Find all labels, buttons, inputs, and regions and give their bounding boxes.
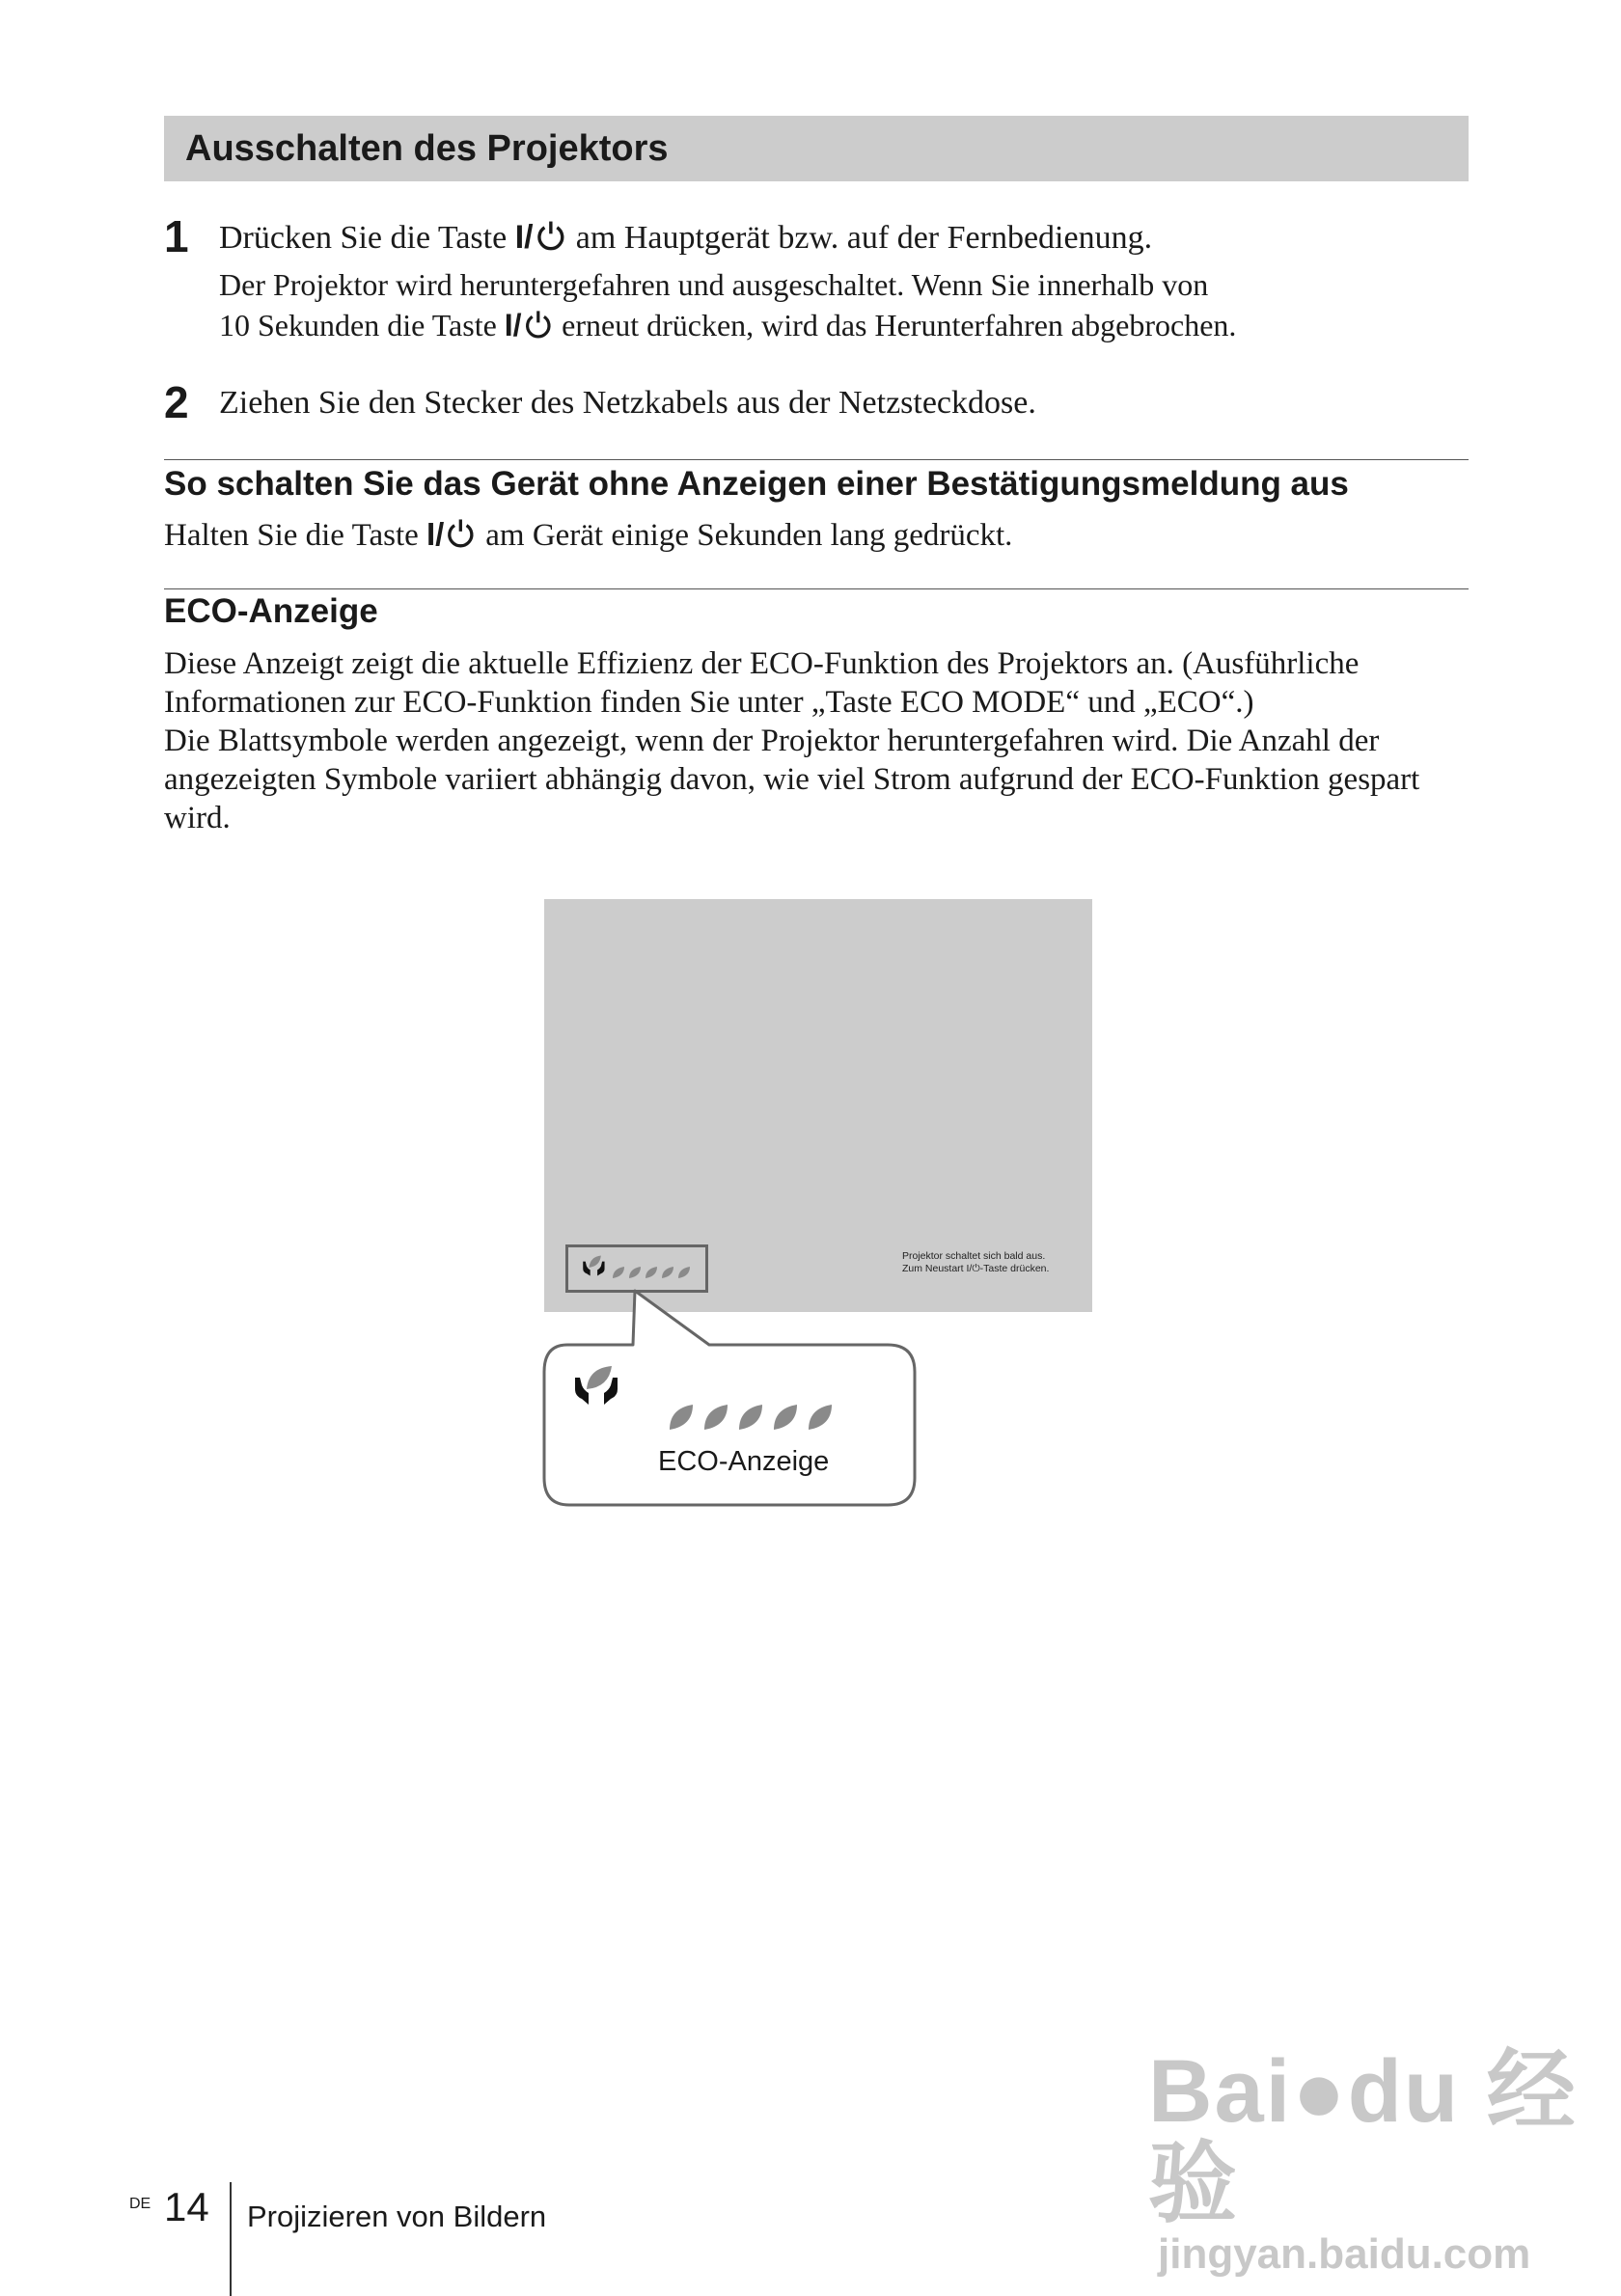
subsection-text: Halten Sie die Taste I/ am Gerät einige Sekunden lang gedrückt. [164, 516, 1013, 553]
leaf-icon [646, 1267, 657, 1278]
power-button-symbol: I/ [514, 219, 534, 256]
power-icon [534, 219, 568, 252]
eco-heading: ECO-Anzeige [164, 592, 378, 630]
footer-divider [230, 2182, 232, 2296]
power-icon [444, 517, 478, 549]
leaf-icon [662, 1267, 673, 1278]
power-icon [522, 309, 555, 340]
hands-leaf-icon [583, 1255, 604, 1275]
power-button-symbol: I/ [504, 308, 522, 342]
eco-paragraph-2: Die Blattsymbole werden angezeigt, wenn der Projektor heruntergefahren wird. Die Anzahl der angezeigten Symbole variiert abhängig davon, wie viel Strom aufgrund der ECO-Funktion gespart wird. [164, 724, 1420, 835]
leaf-icon [678, 1267, 690, 1278]
section-header-bar [164, 116, 1469, 181]
leaf-icon [629, 1267, 641, 1278]
section-title: Ausschalten des Projektors [185, 128, 669, 169]
leaf-icon [613, 1267, 624, 1278]
eco-callout-bubble [540, 1283, 926, 1515]
divider [164, 459, 1469, 460]
step-instruction: Drücken Sie die Taste I/ am Hauptgerät bzw. auf der Fernbedienung. [219, 219, 1153, 256]
step-detail: Der Projektor wird heruntergefahren und ausgeschaltet. Wenn Sie innerhalb von 10 Sekunden die Taste I/ erneut drücken, wird das Herunterfahren abgebrochen. [219, 267, 1237, 342]
eco-paragraph-1: Diese Anzeigt zeigt die aktuelle Effizienz der ECO-Funktion des Projektors an. (Ausführliche Informationen zur ECO-Funktion finden Sie unter „Taste ECO MODE“ und „ECO“.) [164, 646, 1360, 720]
step-number: 2 [164, 377, 189, 427]
callout-label: ECO-Anzeige [658, 1446, 830, 1477]
footer-language: DE [129, 2196, 151, 2212]
footer-section-title: Projizieren von Bildern [247, 2200, 547, 2233]
projector-screen-illustration [544, 899, 1092, 1312]
step-instruction: Ziehen Sie den Stecker des Netzkabels aus der Netzsteckdose. [219, 385, 1036, 421]
shutdown-message: Projektor schaltet sich bald aus. Zum Neustart I/⏻-Taste drücken. [902, 1250, 1050, 1274]
leaf-icon-row [613, 1267, 690, 1278]
subsection-heading: So schalten Sie das Gerät ohne Anzeigen einer Bestätigungsmeldung aus [164, 465, 1349, 503]
page-number: 14 [164, 2184, 209, 2229]
power-button-symbol: I/ [426, 516, 445, 552]
divider [164, 588, 1469, 589]
step-number: 1 [164, 211, 189, 261]
baidu-watermark: Bai●du 经验 jingyan.baidu.com [1148, 2042, 1578, 2278]
